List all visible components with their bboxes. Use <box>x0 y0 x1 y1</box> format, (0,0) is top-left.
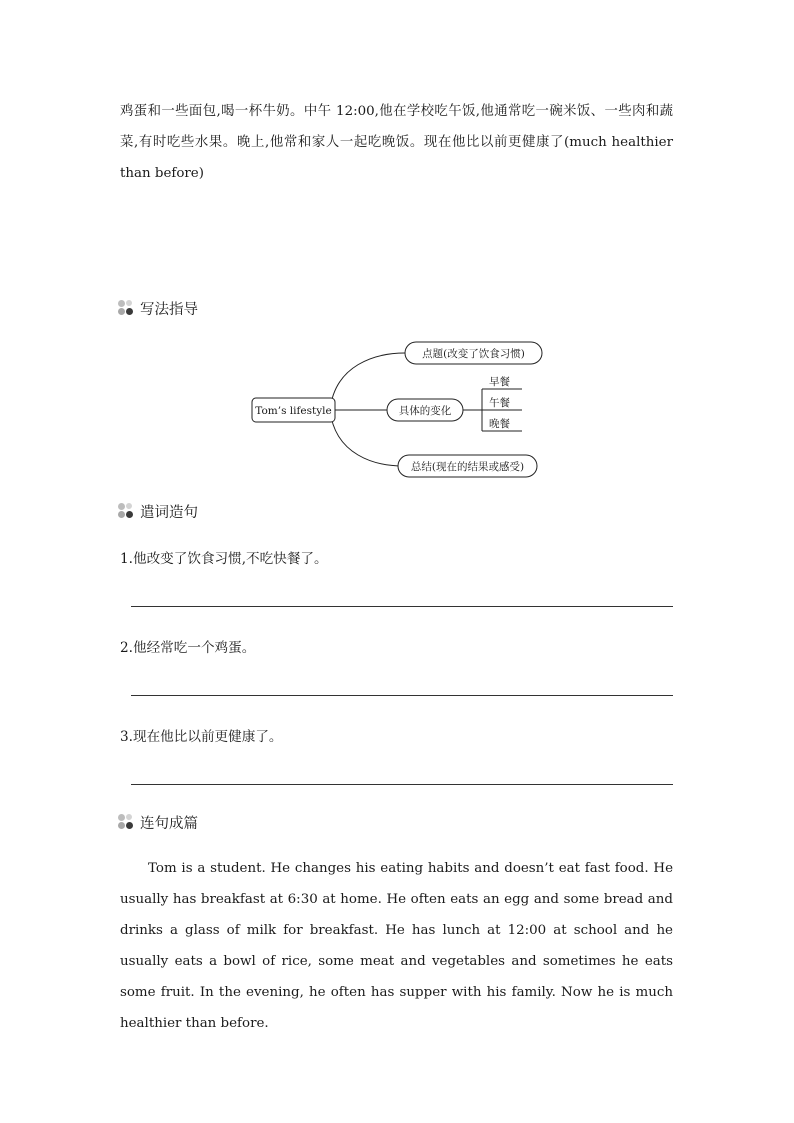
answer-line-3[interactable] <box>131 784 673 785</box>
meal-label-supper: 晚餐 <box>489 418 510 430</box>
section-title: 遣词造句 <box>140 504 198 521</box>
root-label: Tom’s lifestyle <box>255 405 332 417</box>
section-heading-guide <box>118 297 198 319</box>
intro-paragraph: 鸡蛋和一些面包,喝一杯牛奶。中午 12:00,他在学校吃午饭,他通常吃一碗米饭、一些肉和蔬菜,有时吃些水果。晚上,他常和家人一起吃晚饭。现在他比以前更健康了(much healthier than before) <box>120 104 673 181</box>
question-1: 1.他改变了饮食习惯,不吃快餐了。 <box>120 551 328 567</box>
section-title: 连句成篇 <box>140 815 198 832</box>
node-middle-label: 具体的变化 <box>398 405 452 417</box>
section-bullet-icon <box>118 814 134 830</box>
section-bullet-icon <box>118 300 134 316</box>
node-top-label: 点题(改变了饮食习惯) <box>422 348 525 360</box>
answer-line-1[interactable] <box>131 606 673 607</box>
section-bullet-icon <box>118 503 134 519</box>
meal-label-lunch: 午餐 <box>489 397 510 409</box>
section-heading-essay <box>118 811 198 833</box>
meal-label-breakfast: 早餐 <box>489 376 510 388</box>
answer-line-2[interactable] <box>131 695 673 696</box>
section-title: 写法指导 <box>140 301 198 318</box>
mind-map <box>245 335 550 485</box>
section-heading-words <box>118 500 198 522</box>
question-2: 2.他经常吃一个鸡蛋。 <box>120 640 256 656</box>
essay-paragraph <box>120 853 673 1039</box>
essay-text: Tom is a student. He changes his eating habits and doesn’t eat fast food. He usually has breakfast at 6:30 at home. He often eats an egg and some bread and drinks a glass of milk for breakfast. He has lunch at 12:00 at school and he usually eats a bowl of rice, some meat and vegetables and sometimes he eats some fruit. In the evening, he often has supper with his family. Now he is much healthier than before. <box>120 861 673 1031</box>
question-3: 3.现在他比以前更健康了。 <box>120 729 283 745</box>
node-bottom-label: 总结(现在的结果或感受) <box>410 461 525 473</box>
